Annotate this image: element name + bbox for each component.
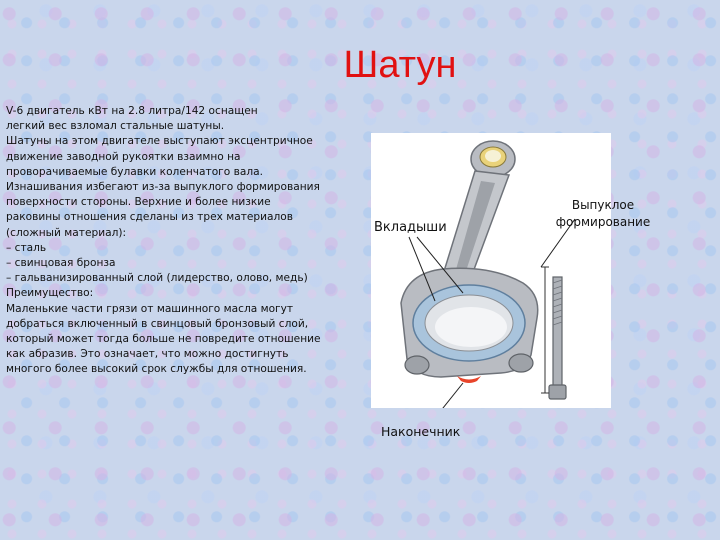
text-line: который может тогда больше не повредите отношение [6,333,321,346]
text-line: легкий вес взломал стальные шатуны. [6,120,225,133]
text-line: – гальванизированный слой (лидерство, олово, медь) [6,272,308,285]
text-line: добраться включенный в свинцовый бронзовый слой, [6,317,309,330]
slide-title: Шатун [343,44,457,86]
text-line: Преимущество: [6,287,94,300]
text-line: Шатуны на этом двигателе выступают эксцентричное [6,135,313,148]
body-text [6,104,358,378]
text-line: поверхности стороны. Верхние и более низкие [6,196,271,209]
text-line: движение заводной рукоятки взаимно на [6,150,241,163]
text-line: – сталь [6,241,47,254]
tip-marker [457,376,481,383]
text-line: V-6 двигатель кВт на 2.8 литра/142 оснащен [6,105,258,117]
text-line: Маленькие части грязи от машинного масла могут [6,302,294,315]
label-bearings: Вкладыши [374,220,447,235]
label-tip: Наконечник [381,424,461,439]
dimension-bracket [541,267,549,393]
text-line: многого более высокий срок службы для отношения. [6,363,307,376]
text-line: Изнашивания избегают из-за выпуклого формирования [6,181,320,194]
label-convex-line2: формирование [555,215,651,229]
bolt [549,277,566,399]
label-convex-forming [548,197,658,231]
big-end [401,268,538,383]
label-convex-line1: Выпуклое [571,198,635,212]
text-line: проворачиваемые булавки коленчатого вала. [6,165,263,178]
connecting-rod-figure [371,133,611,408]
text-line: (сложный материал): [6,226,127,239]
text-line: – свинцовая бронза [6,257,116,270]
text-line: как абразив. Это означает, что можно достигнуть [6,348,289,361]
text-line: раковины отношения сделаны из трех материалов [6,211,293,224]
